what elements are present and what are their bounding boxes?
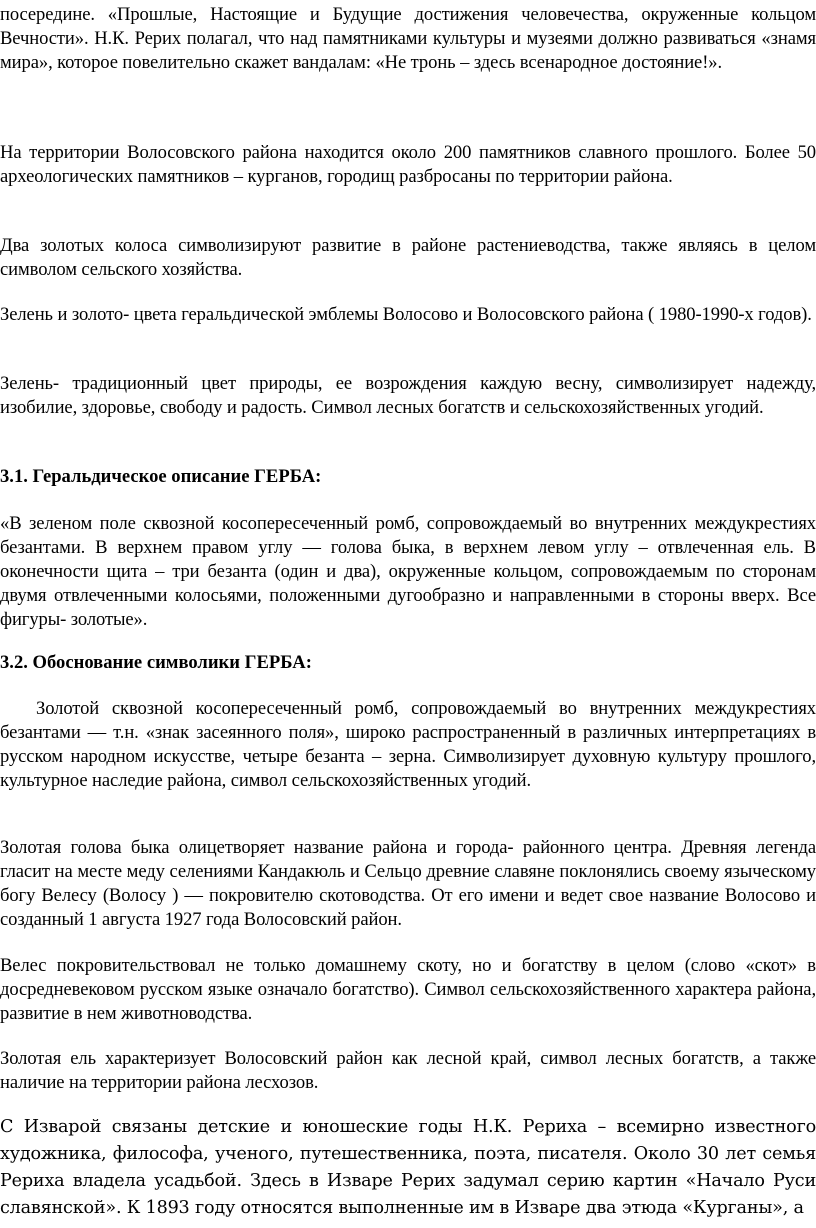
paragraph-rhombus: Золотой сквозной косопересеченный ромб, сопровождаемый во внутренних междукрестиях безантами — т.н. «знак засеянного поля», широко распространенный в различных интерпретациях в русском народном искусстве, четыре безанта – зерна. Символизирует духовную культуру прошлого, культурное наследие района, символ сельскохозяйственных угодий. xyxy=(0,698,816,791)
paragraph-veles: Велес покровительствовал не только домашнему скоту, но и богатству в целом (слово «скот» в досредневековом русском языке означало богатство). Символ сельскохозяйственного характера района, развитие в нем животноводства. xyxy=(0,955,816,1024)
section-heading-rationale: 3.2. Обоснование символики ГЕРБА: xyxy=(0,652,312,673)
section-heading-description: 3.1. Геральдическое описание ГЕРБА: xyxy=(0,466,322,487)
paragraph-golden-ears: Два золотых колоса символизируют развитие в районе растениеводства, также являясь в целом символом сельского хозяйства. xyxy=(0,235,816,280)
paragraph-golden-fir: Золотая ель характеризует Волосовский район как лесной край, символ лесных богатств, а также наличие на территории района лесхозов. xyxy=(0,1048,816,1093)
paragraph-green-color: Зелень- традиционный цвет природы, ее возрождения каждую весну, символизирует надежду, изобилие, здоровье, свободу и радость. Символ лесных богатств и сельскохозяйственных угодий. xyxy=(0,373,816,418)
paragraph-heraldic-description: «В зеленом поле сквозной косопересеченный ромб, сопровождаемый во внутренних междукрестиях безантами. В верхнем правом углу — голова быка, в верхнем левом углу – отвлеченная ель. В оконечности щита – три безанта (один и два), окруженные кольцом, сопровождаемым по сторонам двумя отвлеченными колосьями, положенными дугообразно и направленными в стороны вверх. Все фигуры- золотые». xyxy=(0,513,816,630)
paragraph-roerich-pact-ending: посередине. «Прошлые, Настоящие и Будущие достижения человечества, окруженные кольцом Вечности». Н.К. Рерих полагал, что над памятниками культуры и музеями должно развиваться «знамя мира», которое повелительно скажет вандалам: «Не тронь – здесь всенародное достояние!». xyxy=(0,4,816,73)
paragraph-monuments: На территории Волосовского района находится около 200 памятников славного прошлого. Более 50 археологических памятников – курганов, городищ разбросаны по территории района. xyxy=(0,142,816,187)
paragraph-izvara: С Изварой связаны детские и юношеские годы Н.К. Рериха – всемирно известного художника, философа, ученого, путешественника, поэта, писателя. Около 30 лет семья Рериха владела усадьбой. Здесь в Изваре Рерих задумал серию картин «Начало Руси славянской». К 1893 году относятся выполненные им в Изваре два этюда «Курганы», а xyxy=(0,1117,816,1218)
paragraph-bull-head: Золотая голова быка олицетворяет название района и города- районного центра. Древняя легенда гласит на месте меду селениями Кандакюль и Сельцо древние славяне поклонялись своему языческому богу Велесу (Волосу ) — покровителю скотоводства. От его имени и ведет свое название Волосово и созданный 1 августа 1927 года Волосовский район. xyxy=(0,837,816,930)
paragraph-colors: Зелень и золото- цвета геральдической эмблемы Волосово и Волосовского района ( 1980-1990-х годов). xyxy=(0,304,812,325)
